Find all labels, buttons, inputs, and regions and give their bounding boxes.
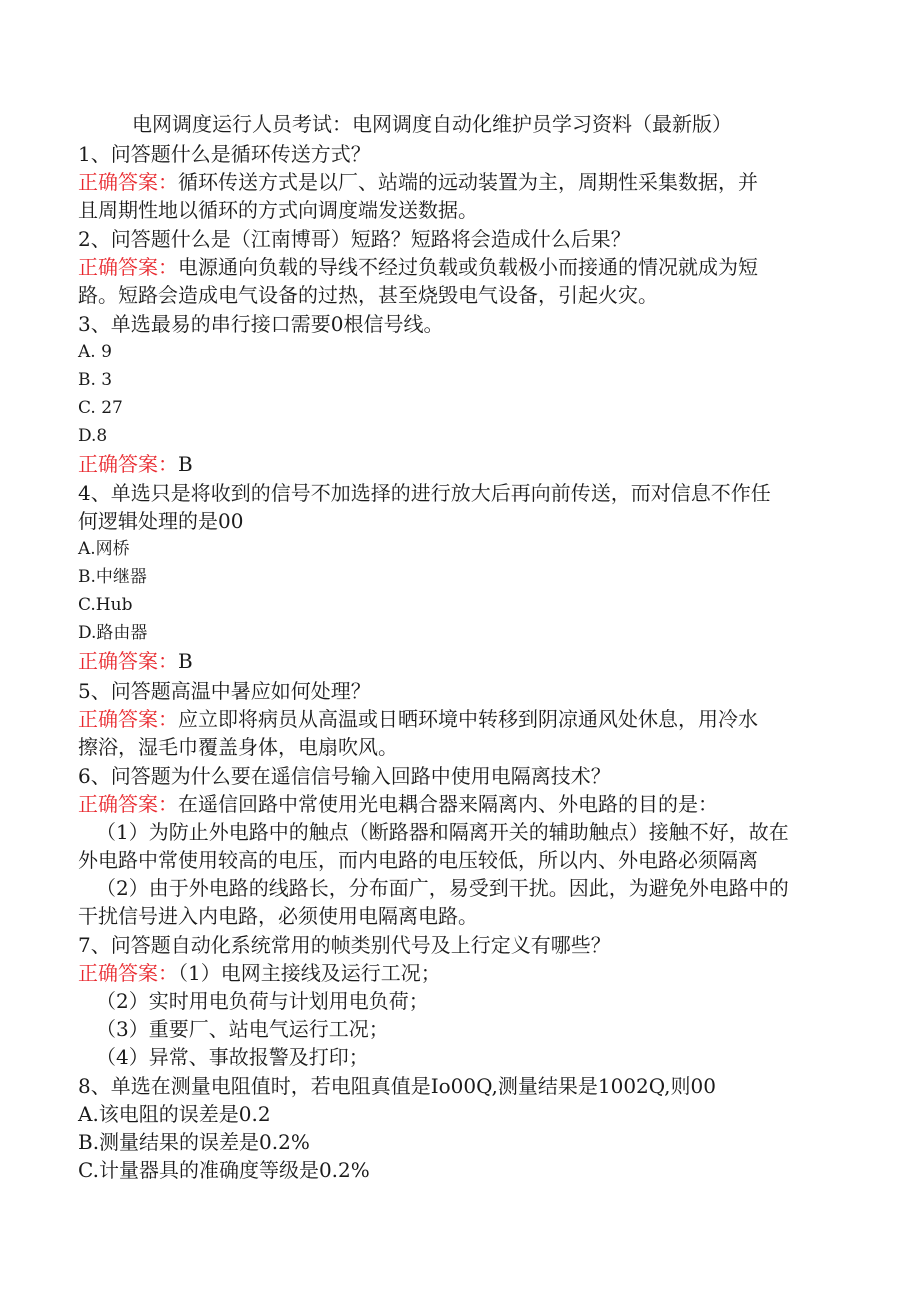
answer-label: 正确答案：: [78, 649, 178, 673]
question-8: 8、单选在测量电阻值时，若电阻真值是Io00Q,测量结果是1002Q,则00: [78, 1074, 716, 1098]
answer-5-line-2: 擦浴，湿毛巾覆盖身体，电扇吹风。: [78, 735, 398, 759]
answer-2-line-2: 路。短路会造成电气设备的过热，甚至烧毁电气设备，引起火灾。: [78, 283, 658, 307]
question-2: 2、问答题什么是（江南博哥）短路？短路将会造成什么后果？: [78, 227, 631, 251]
question-4-line-2: 何逻辑处理的是00: [78, 509, 244, 533]
answer-6-line-2: （1）为防止外电路中的触点（断路器和隔离开关的辅助触点）接触不好，故在: [96, 820, 789, 844]
option-4-c: C.Hub: [78, 595, 133, 615]
answer-label: 正确答案：: [78, 255, 178, 279]
answer-1-line-1: 正确答案：循环传送方式是以厂、站端的远动装置为主，周期性采集数据，并: [78, 170, 758, 194]
document-title: 电网调度运行人员考试：电网调度自动化维护员学习资料（最新版）: [132, 112, 732, 136]
answer-6-line-4: （2）由于外电路的线路长，分布面广，易受到干扰。因此，为避免外电路中的: [96, 876, 789, 900]
answer-7-line-3: （3）重要厂、站电气运行工况；: [96, 1017, 389, 1041]
answer-7-line-1: 正确答案：（1）电网主接线及运行工况；: [78, 961, 441, 985]
answer-7-line-2: （2）实时用电负荷与计划用电负荷；: [96, 989, 429, 1013]
question-6: 6、问答题为什么要在遥信信号输入回路中使用电隔离技术？: [78, 764, 611, 788]
answer-2-line-1: 正确答案：电源通向负载的导线不经过负载或负载极小而接通的情况就成为短: [78, 255, 758, 279]
question-3: 3、单选最易的串行接口需要0根信号线。: [78, 312, 444, 336]
answer-3: 正确答案：B: [78, 452, 193, 476]
answer-6-line-5: 干扰信号进入内电路，必须使用电隔离电路。: [78, 904, 478, 928]
answer-label: 正确答案：: [78, 170, 178, 194]
question-4-line-1: 4、单选只是将收到的信号不加选择的进行放大后再向前传送，而对信息不作任: [78, 481, 771, 505]
question-1: 1、问答题什么是循环传送方式？: [78, 142, 371, 166]
option-8-c: C.计量器具的准确度等级是0.2%: [78, 1158, 370, 1182]
option-8-a: A.该电阻的误差是0.2: [78, 1102, 271, 1126]
answer-5-line-1: 正确答案：应立即将病员从高温或日晒环境中转移到阴凉通风处休息，用冷水: [78, 707, 758, 731]
question-5: 5、问答题高温中暑应如何处理？: [78, 679, 371, 703]
answer-1-line-2: 且周期性地以循环的方式向调度端发送数据。: [78, 198, 478, 222]
answer-label: 正确答案：: [78, 961, 178, 985]
answer-4: 正确答案：B: [78, 649, 193, 673]
option-4-d: D.路由器: [78, 623, 148, 643]
question-7: 7、问答题自动化系统常用的帧类别代号及上行定义有哪些？: [78, 933, 611, 957]
answer-6-line-1: 正确答案：在遥信回路中常使用光电耦合器来隔离内、外电路的目的是：: [78, 792, 718, 816]
answer-6-line-3: 外电路中常使用较高的电压，而内电路的电压较低，所以内、外电路必须隔离: [78, 848, 758, 872]
option-3-b: B. 3: [78, 370, 113, 390]
answer-label: 正确答案：: [78, 792, 178, 816]
answer-7-line-4: （4）异常、事故报警及打印；: [96, 1045, 369, 1069]
option-3-a: A. 9: [78, 342, 112, 362]
option-4-a: A.网桥: [78, 539, 130, 559]
option-3-c: C. 27: [78, 398, 123, 418]
answer-label: 正确答案：: [78, 707, 178, 731]
answer-label: 正确答案：: [78, 452, 178, 476]
option-8-b: B.测量结果的误差是0.2%: [78, 1130, 310, 1154]
option-4-b: B.中继器: [78, 567, 147, 587]
option-3-d: D.8: [78, 426, 108, 446]
